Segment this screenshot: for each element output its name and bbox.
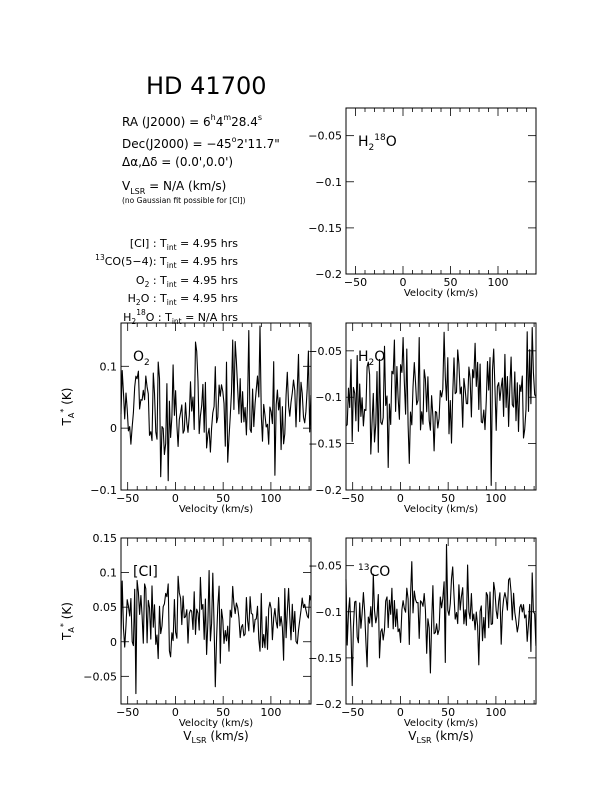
y-label-o2: $T_A^*$ (K)	[59, 387, 76, 426]
y-tick-label-o2: −0.1	[90, 484, 117, 497]
y-label-ci: $T_A^*$ (K)	[59, 602, 76, 640]
vlsr-line: $V_{LSR} = N/A$ (km/s)	[122, 179, 227, 196]
x-tick-label-h2-18o: 50	[443, 276, 458, 289]
offset-line: Δα,Δδ = (0.0',0.0')	[122, 155, 234, 169]
x-tick-label-ci: −50	[116, 706, 140, 719]
x-tick-label-o2: −50	[116, 492, 140, 505]
x-tick-label-13co: 100	[485, 706, 507, 719]
y-tick-label-13co: −0.2	[315, 698, 342, 711]
gauss-note: (no Gaussian fit possible for [CI])	[122, 196, 246, 205]
y-tick-label-h2-18o: −0.1	[315, 175, 342, 189]
integration-times	[95, 237, 238, 326]
x-tick-label-h2o: 0	[396, 492, 404, 505]
panel-title-h2o: $H_2O$	[358, 349, 386, 368]
x-tick-label-13co: 50	[441, 706, 456, 719]
panel-ci	[59, 532, 311, 745]
y-tick-label-13co: −0.05	[308, 559, 342, 573]
integration-line-1: $^{13}$CO(5−4): $T_{int} = 4.95$ hrs	[95, 253, 238, 270]
y-tick-label-o2: 0.1	[99, 360, 117, 374]
y-tick-label-h2o: −0.15	[308, 437, 342, 451]
integration-line-4: $H_2^{18}O$ : $T_{int} = N/A$ hrs	[123, 308, 238, 326]
x-tick-label-13co: −50	[341, 706, 365, 719]
spectrum-trace-ci	[121, 571, 311, 694]
y-tick-label-ci: 0.15	[92, 532, 117, 545]
x-label2-13co: $V_{LSR}$ (km/s)	[408, 729, 474, 745]
y-tick-label-h2-18o: −0.05	[308, 129, 342, 143]
x-label-13co: Velocity (km/s)	[403, 718, 479, 729]
panel-h2o	[308, 323, 536, 515]
x-tick-label-ci: 50	[216, 706, 231, 719]
x-label-ci: Velocity (km/s)	[178, 718, 254, 729]
integration-line-3: $H_2O$ : $T_{int} = 4.95$ hrs	[127, 292, 238, 307]
panel-title-o2: $O_2$	[133, 349, 150, 368]
panel-h2-18o	[308, 108, 536, 299]
panel-title-h2-18o: $H_2^{18}O$	[358, 133, 397, 153]
x-label2-ci: $V_{LSR}$ (km/s)	[183, 729, 249, 745]
x-label-h2-18o: Velocity (km/s)	[403, 288, 479, 299]
x-tick-label-h2-18o: 0	[399, 276, 407, 289]
y-tick-label-ci: 0	[110, 635, 117, 649]
x-label-o2: Velocity (km/s)	[178, 504, 254, 515]
x-tick-label-h2o: 100	[485, 492, 507, 505]
x-tick-label-h2-18o: −50	[343, 276, 368, 289]
dec-line: $Dec(J2000) = -45^o2'11.7$"	[122, 135, 280, 151]
y-tick-label-h2o: −0.1	[315, 391, 342, 405]
integration-line-0: [CI] : $T_{int} = 4.95$ hrs	[129, 237, 238, 252]
x-tick-label-ci: 0	[171, 706, 179, 719]
y-tick-label-h2-18o: −0.2	[315, 268, 342, 281]
x-label-h2o: Velocity (km/s)	[403, 504, 479, 515]
x-tick-label-h2o: −50	[341, 492, 365, 505]
y-tick-label-ci: −0.05	[83, 670, 117, 684]
y-tick-label-ci: 0.1	[99, 566, 117, 580]
x-tick-label-ci: 100	[260, 706, 282, 719]
spectrum-trace-o2	[121, 326, 311, 481]
x-tick-label-h2o: 50	[441, 492, 456, 505]
y-tick-label-o2: 0	[110, 422, 117, 436]
y-tick-label-h2o: −0.05	[308, 344, 342, 358]
object-name: HD 41700	[146, 72, 267, 100]
x-tick-label-13co: 0	[396, 706, 404, 719]
panel-title-13co: $^{13}$CO	[358, 563, 391, 580]
y-tick-label-h2o: −0.2	[315, 484, 342, 497]
y-tick-label-h2-18o: −0.15	[308, 221, 342, 235]
ra-line: RA (J2000) = 6$^h$4$^m$28.4$^s$	[122, 113, 263, 129]
y-tick-label-13co: −0.1	[315, 605, 342, 619]
panel-o2	[59, 323, 311, 515]
panel-13co	[308, 538, 536, 745]
x-tick-label-o2: 0	[171, 492, 179, 505]
y-tick-label-13co: −0.15	[308, 651, 342, 665]
y-tick-label-ci: 0.05	[92, 601, 117, 615]
panel-frame-13co	[346, 538, 536, 704]
x-tick-label-o2: 100	[260, 492, 282, 505]
x-tick-label-o2: 50	[216, 492, 231, 505]
x-tick-label-h2-18o: 100	[487, 276, 509, 289]
panel-title-ci: [CI]	[133, 564, 158, 580]
integration-line-2: $O_2$ : $T_{int} = 4.95$ hrs	[135, 274, 238, 289]
